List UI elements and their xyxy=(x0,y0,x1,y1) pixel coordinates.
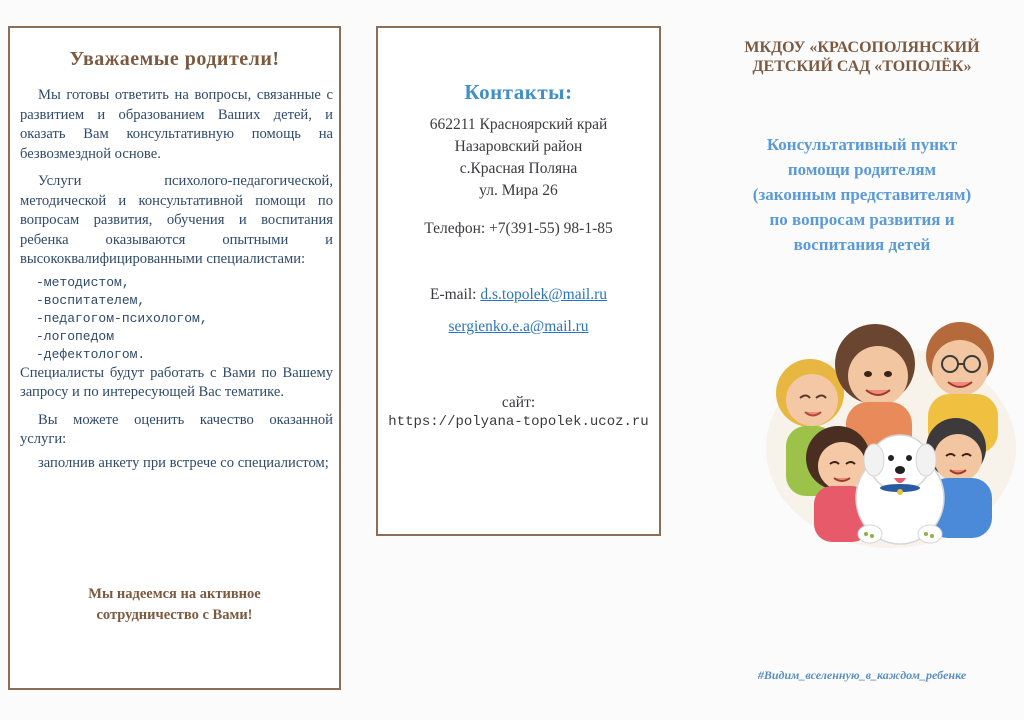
address-line: ул. Мира 26 xyxy=(479,182,558,199)
list-item: -воспитателем, xyxy=(36,292,146,308)
site-url[interactable]: https://polyana-topolek.ucoz.ru xyxy=(388,414,649,430)
site-label: сайт: xyxy=(501,394,536,411)
contacts-panel xyxy=(376,26,661,536)
consult-line-1: Консультативный пункт xyxy=(766,135,958,154)
specialists-list xyxy=(20,274,333,364)
address-line: 662211 Красноярский край xyxy=(429,116,608,133)
email-row xyxy=(378,286,659,304)
list-item: -логопедом xyxy=(36,328,115,344)
phone-number: Телефон: +7(391-55) 98-1-85 xyxy=(424,220,613,237)
closing-line-2: сотрудничество с Вами! xyxy=(96,607,253,623)
email-link-primary[interactable]: d.s.topolek@mail.ru xyxy=(480,286,607,303)
services-paragraph: Услуги психолого-педагогической, методической и консультативной помощи по вопросам развития, обучения и воспитания ребенка оказываются опытными и высококвалифицированными специалистами: xyxy=(20,173,333,267)
email-link-secondary[interactable]: sergienko.e.a@mail.ru xyxy=(448,318,589,335)
closing-message xyxy=(10,584,339,626)
closing-line-1: Мы надеемся на активное xyxy=(88,586,261,602)
specialists-work-paragraph: Специалисты будут работать с Вами по Вашему запросу и по интересующей Вас тематике. xyxy=(20,364,333,400)
org-title-line-1: МКДОУ «КРАСОПОЛЯНСКИЙ xyxy=(744,39,980,56)
contacts-title: Контакты: xyxy=(464,80,573,104)
email-row-secondary xyxy=(378,318,659,336)
list-item: -педагогом-психологом, xyxy=(36,310,208,326)
hashtag-slogan: #Видим_вселенную_в_каждом_ребенке xyxy=(757,668,967,682)
address-line: с.Красная Поляна xyxy=(459,160,578,177)
consult-line-5: воспитания детей xyxy=(793,235,931,254)
organization-title xyxy=(700,38,1024,76)
left-panel-title: Уважаемые родители! xyxy=(69,48,280,70)
email-label: E-mail: xyxy=(429,286,477,303)
survey-paragraph: заполнив анкету при встрече со специалистом; xyxy=(38,454,329,471)
list-item: -методистом, xyxy=(36,274,130,290)
consult-line-4: по вопросам развития и xyxy=(769,210,955,229)
family-with-dog-illustration xyxy=(760,298,1022,560)
left-panel xyxy=(8,26,341,690)
consultation-title xyxy=(700,132,1024,257)
org-title-line-2: ДЕТСКИЙ САД «ТОПОЛЁК» xyxy=(752,58,972,75)
consult-line-3: (законным представителям) xyxy=(752,185,972,204)
quality-paragraph: Вы можете оценить качество оказанной услуги: xyxy=(20,411,333,447)
list-item: -дефектологом. xyxy=(36,346,146,362)
intro-paragraph: Мы готовы ответить на вопросы, связанные с развитием и образованием Ваших детей, и оказать Вам консультативную помощь на безвозмездной основе. xyxy=(20,87,333,162)
address-line: Назаровский район xyxy=(454,138,583,155)
left-panel-body xyxy=(20,86,333,481)
consult-line-2: помощи родителям xyxy=(787,160,937,179)
